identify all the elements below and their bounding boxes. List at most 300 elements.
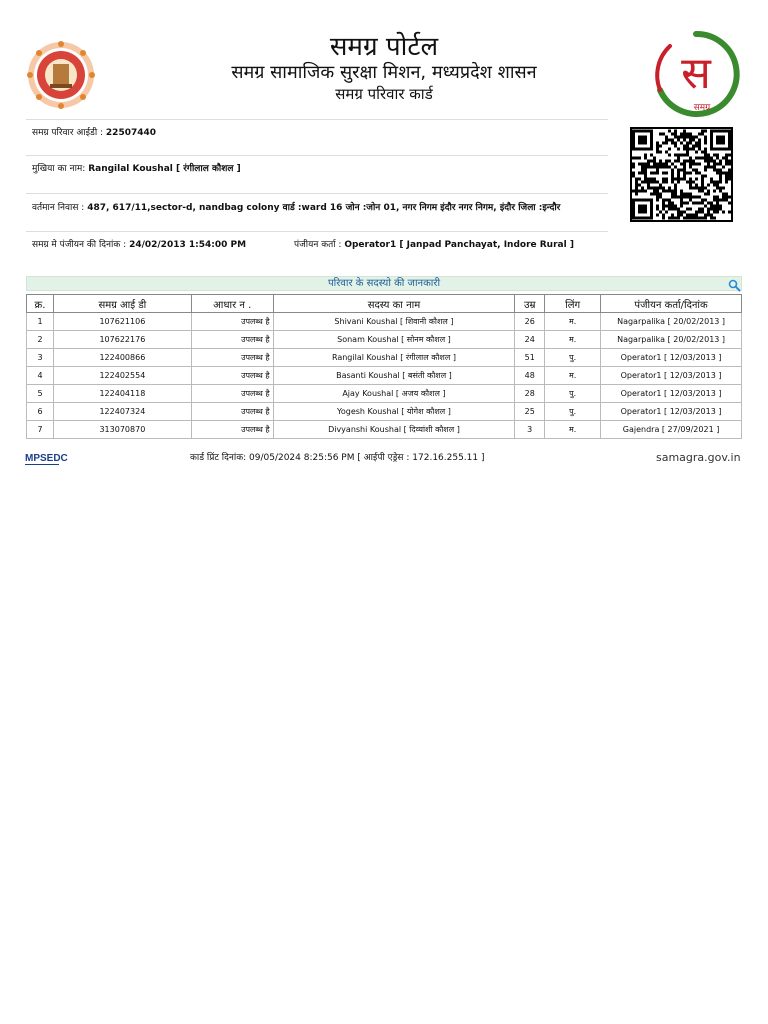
- qr-module: [683, 169, 686, 172]
- qr-module: [677, 211, 680, 214]
- qr-module: [662, 163, 665, 166]
- qr-module: [716, 169, 719, 172]
- qr-module: [686, 160, 689, 163]
- qr-module: [716, 208, 719, 211]
- qr-module: [692, 169, 695, 172]
- qr-module: [686, 208, 689, 211]
- qr-module: [686, 145, 689, 148]
- qr-module: [650, 181, 653, 184]
- aadhar-cell: उपलब्ध है: [191, 349, 273, 367]
- qr-module: [671, 190, 674, 193]
- qr-module: [719, 163, 722, 166]
- print-info: कार्ड प्रिंट दिनांक: 09/05/2024 8:25:56 PM [ आईपी एड्रेस : 172.16.255.11 ]: [190, 453, 485, 463]
- qr-module: [671, 163, 674, 166]
- qr-code: [630, 127, 733, 222]
- qr-module: [701, 208, 704, 211]
- serial-cell: 1: [27, 313, 54, 331]
- qr-module: [671, 214, 674, 217]
- site-link[interactable]: samagra.gov.in: [656, 451, 741, 464]
- qr-module: [665, 178, 668, 181]
- qr-module: [653, 163, 656, 166]
- qr-module: [665, 166, 668, 169]
- qr-module: [632, 163, 635, 166]
- qr-module: [671, 175, 674, 178]
- qr-module: [680, 169, 683, 172]
- qr-module: [698, 172, 701, 175]
- qr-module: [719, 169, 722, 172]
- qr-module: [695, 163, 698, 166]
- qr-module: [695, 202, 698, 205]
- qr-module: [671, 202, 674, 205]
- head-value: Rangilal Koushal [ रंगीलाल कौशल ]: [88, 164, 241, 174]
- qr-module: [704, 154, 707, 157]
- qr-module: [692, 217, 695, 220]
- qr-module: [644, 190, 647, 193]
- qr-module: [689, 163, 692, 166]
- age-cell: 25: [515, 403, 545, 421]
- samagra-id-cell: 313070870: [53, 421, 191, 439]
- qr-module: [722, 187, 725, 190]
- qr-module: [662, 178, 665, 181]
- search-icon[interactable]: [728, 277, 741, 290]
- divider: [26, 119, 608, 120]
- qr-module: [725, 181, 728, 184]
- qr-module: [671, 169, 674, 172]
- qr-module: [668, 154, 671, 157]
- svg-text:MPSEDC: MPSEDC: [25, 453, 68, 464]
- qr-module: [704, 136, 707, 139]
- mpsedc-logo: [25, 450, 68, 468]
- address-value: 487, 617/11,sector-d, nandbag colony वार्ड :ward 16 जोन :जोन 01, नगर निगम इंदौर नगर निगम, इंदौर जिला :इन्दौर: [87, 203, 561, 213]
- age-cell: 24: [515, 331, 545, 349]
- qr-module: [653, 181, 656, 184]
- qr-module: [671, 208, 674, 211]
- qr-module: [719, 187, 722, 190]
- qr-module: [653, 172, 656, 175]
- qr-module: [713, 169, 716, 172]
- qr-module: [644, 181, 647, 184]
- qr-module: [668, 166, 671, 169]
- qr-module: [722, 157, 725, 160]
- qr-module: [680, 133, 683, 136]
- qr-module: [656, 172, 659, 175]
- qr-module: [689, 148, 692, 151]
- divider: [26, 231, 608, 232]
- qr-module: [653, 178, 656, 181]
- qr-module: [674, 184, 677, 187]
- qr-module: [680, 163, 683, 166]
- qr-module: [692, 181, 695, 184]
- qr-module: [698, 187, 701, 190]
- qr-module: [680, 214, 683, 217]
- gender-cell: पु.: [545, 349, 601, 367]
- qr-module: [674, 178, 677, 181]
- qr-module: [659, 163, 662, 166]
- qr-module: [662, 217, 665, 220]
- qr-module: [638, 172, 641, 175]
- qr-module: [671, 142, 674, 145]
- qr-module: [686, 154, 689, 157]
- qr-module: [695, 151, 698, 154]
- qr-module: [677, 157, 680, 160]
- qr-module: [668, 205, 671, 208]
- qr-module: [671, 133, 674, 136]
- samagra-id-cell: 107622176: [53, 331, 191, 349]
- qr-module: [674, 133, 677, 136]
- qr-module: [701, 217, 704, 220]
- qr-module: [704, 199, 707, 202]
- samagra-id-cell: 107621106: [53, 313, 191, 331]
- age-cell: 3: [515, 421, 545, 439]
- qr-module: [719, 181, 722, 184]
- qr-module: [722, 166, 725, 169]
- qr-module: [695, 157, 698, 160]
- qr-module: [689, 178, 692, 181]
- qr-module: [707, 166, 710, 169]
- qr-module: [698, 133, 701, 136]
- qr-module: [665, 181, 668, 184]
- qr-module: [683, 178, 686, 181]
- col-serial: क्र.: [27, 295, 54, 313]
- qr-module: [707, 184, 710, 187]
- qr-module: [677, 154, 680, 157]
- registration-date-field: [32, 239, 246, 251]
- qr-module: [686, 202, 689, 205]
- qr-module: [641, 169, 644, 172]
- qr-module: [656, 208, 659, 211]
- qr-module: [635, 190, 638, 193]
- qr-module: [689, 181, 692, 184]
- qr-module: [656, 142, 659, 145]
- qr-module: [689, 157, 692, 160]
- qr-module: [698, 163, 701, 166]
- aadhar-cell: उपलब्ध है: [191, 313, 273, 331]
- qr-module: [725, 199, 728, 202]
- qr-module: [668, 139, 671, 142]
- samagra-id-cell: 122400866: [53, 349, 191, 367]
- qr-module: [707, 193, 710, 196]
- qr-module: [713, 181, 716, 184]
- table-row: [27, 385, 742, 403]
- qr-module: [680, 178, 683, 181]
- qr-module: [635, 157, 638, 160]
- svg-text:स: स: [681, 48, 711, 99]
- qr-module: [674, 187, 677, 190]
- qr-module: [725, 175, 728, 178]
- qr-module: [716, 172, 719, 175]
- qr-module: [683, 160, 686, 163]
- qr-module: [701, 151, 704, 154]
- gender-cell: म.: [545, 421, 601, 439]
- qr-module: [683, 202, 686, 205]
- qr-module: [686, 181, 689, 184]
- qr-module: [659, 187, 662, 190]
- qr-module: [698, 139, 701, 142]
- qr-module: [683, 139, 686, 142]
- col-aadhar: आधार न .: [191, 295, 273, 313]
- col-member-name: सदस्य का नाम: [273, 295, 515, 313]
- qr-module: [683, 145, 686, 148]
- qr-module: [695, 178, 698, 181]
- qr-module: [635, 187, 638, 190]
- registrar-value: Operator1 [ Janpad Panchayat, Indore Rural ]: [344, 240, 574, 250]
- qr-module: [641, 190, 644, 193]
- qr-module: [689, 166, 692, 169]
- qr-module: [635, 181, 638, 184]
- qr-module: [728, 169, 731, 172]
- qr-module: [698, 211, 701, 214]
- head-label: मुखिया का नाम:: [32, 164, 89, 174]
- qr-module: [644, 169, 647, 172]
- qr-module: [662, 205, 665, 208]
- serial-cell: 2: [27, 331, 54, 349]
- qr-module: [635, 184, 638, 187]
- qr-module: [725, 193, 728, 196]
- qr-module: [716, 181, 719, 184]
- registrar-date-cell: Operator1 [ 12/03/2013 ]: [601, 349, 742, 367]
- col-age: उम्र: [515, 295, 545, 313]
- qr-module: [683, 217, 686, 220]
- qr-module: [644, 163, 647, 166]
- qr-module: [665, 151, 668, 154]
- qr-module: [656, 166, 659, 169]
- qr-module: [692, 148, 695, 151]
- qr-module: [680, 136, 683, 139]
- qr-module: [662, 172, 665, 175]
- age-cell: 28: [515, 385, 545, 403]
- qr-module: [683, 154, 686, 157]
- qr-module: [653, 193, 656, 196]
- page-title: समग्र पोर्टल: [329, 32, 439, 62]
- address-label: वर्तमान निवास :: [32, 203, 88, 213]
- qr-module: [719, 172, 722, 175]
- qr-module: [725, 160, 728, 163]
- qr-module: [680, 202, 683, 205]
- qr-module: [722, 199, 725, 202]
- qr-module: [656, 205, 659, 208]
- qr-module: [677, 175, 680, 178]
- qr-module: [692, 136, 695, 139]
- qr-module: [716, 163, 719, 166]
- qr-module: [725, 178, 728, 181]
- qr-module: [641, 172, 644, 175]
- registration-date-label: समग्र मे पंजीयन की दिनांक :: [32, 240, 130, 250]
- qr-module: [704, 205, 707, 208]
- qr-module: [707, 208, 710, 211]
- qr-module: [674, 166, 677, 169]
- qr-module: [683, 136, 686, 139]
- qr-module: [641, 187, 644, 190]
- qr-module: [677, 196, 680, 199]
- aadhar-cell: उपलब्ध है: [191, 367, 273, 385]
- gender-cell: पु.: [545, 403, 601, 421]
- qr-module: [656, 148, 659, 151]
- qr-module: [689, 208, 692, 211]
- qr-module: [698, 196, 701, 199]
- qr-module: [683, 130, 686, 133]
- qr-module: [707, 214, 710, 217]
- qr-module: [704, 175, 707, 178]
- qr-module: [677, 214, 680, 217]
- qr-module: [689, 133, 692, 136]
- registrar-date-cell: Operator1 [ 12/03/2013 ]: [601, 367, 742, 385]
- qr-module: [635, 178, 638, 181]
- qr-module: [701, 130, 704, 133]
- svg-text:समग्र: समग्र: [693, 103, 711, 113]
- qr-module: [680, 211, 683, 214]
- qr-module: [659, 166, 662, 169]
- qr-module: [716, 187, 719, 190]
- qr-module: [728, 163, 731, 166]
- qr-module: [704, 166, 707, 169]
- qr-module: [707, 211, 710, 214]
- qr-module: [716, 199, 719, 202]
- qr-module: [710, 202, 713, 205]
- qr-module: [719, 175, 722, 178]
- family-id-field: [32, 127, 156, 139]
- qr-module: [656, 145, 659, 148]
- divider: [26, 193, 608, 194]
- serial-cell: 4: [27, 367, 54, 385]
- qr-module: [716, 184, 719, 187]
- qr-finder: [638, 136, 647, 145]
- qr-module: [719, 160, 722, 163]
- qr-module: [725, 196, 728, 199]
- qr-module: [656, 163, 659, 166]
- qr-module: [689, 187, 692, 190]
- qr-module: [662, 214, 665, 217]
- qr-module: [674, 208, 677, 211]
- qr-module: [647, 187, 650, 190]
- qr-module: [674, 193, 677, 196]
- qr-module: [665, 190, 668, 193]
- qr-module: [707, 157, 710, 160]
- qr-module: [674, 217, 677, 220]
- member-name-cell: Basanti Koushal [ बसंती कौशल ]: [273, 367, 515, 385]
- qr-module: [653, 190, 656, 193]
- qr-module: [647, 178, 650, 181]
- gender-cell: म.: [545, 313, 601, 331]
- qr-module: [647, 181, 650, 184]
- qr-module: [665, 142, 668, 145]
- table-row: [27, 331, 742, 349]
- qr-module: [698, 157, 701, 160]
- qr-module: [677, 172, 680, 175]
- qr-module: [659, 184, 662, 187]
- aadhar-cell: उपलब्ध है: [191, 403, 273, 421]
- qr-module: [722, 193, 725, 196]
- qr-module: [659, 211, 662, 214]
- qr-module: [662, 181, 665, 184]
- qr-module: [686, 214, 689, 217]
- qr-module: [710, 166, 713, 169]
- qr-module: [707, 190, 710, 193]
- qr-module: [671, 172, 674, 175]
- qr-module: [710, 208, 713, 211]
- qr-finder: [638, 205, 647, 214]
- gender-cell: म.: [545, 367, 601, 385]
- qr-module: [695, 214, 698, 217]
- qr-module: [680, 154, 683, 157]
- registrar-date-cell: Operator1 [ 12/03/2013 ]: [601, 385, 742, 403]
- qr-module: [713, 184, 716, 187]
- address-field: [32, 202, 560, 214]
- qr-module: [704, 214, 707, 217]
- qr-module: [674, 145, 677, 148]
- qr-module: [728, 202, 731, 205]
- qr-module: [710, 178, 713, 181]
- qr-module: [719, 199, 722, 202]
- qr-module: [716, 157, 719, 160]
- qr-module: [674, 196, 677, 199]
- gender-cell: म.: [545, 331, 601, 349]
- qr-module: [647, 163, 650, 166]
- qr-module: [653, 160, 656, 163]
- registrar-field: [294, 239, 574, 251]
- qr-module: [686, 217, 689, 220]
- qr-module: [704, 139, 707, 142]
- qr-module: [659, 196, 662, 199]
- qr-module: [716, 211, 719, 214]
- qr-module: [677, 136, 680, 139]
- table-row: [27, 349, 742, 367]
- qr-module: [638, 190, 641, 193]
- qr-module: [716, 154, 719, 157]
- qr-module: [632, 190, 635, 193]
- qr-module: [713, 199, 716, 202]
- registrar-date-cell: Operator1 [ 12/03/2013 ]: [601, 403, 742, 421]
- qr-module: [668, 160, 671, 163]
- qr-module: [695, 136, 698, 139]
- qr-module: [644, 172, 647, 175]
- qr-module: [644, 166, 647, 169]
- qr-module: [668, 208, 671, 211]
- qr-module: [659, 160, 662, 163]
- table-row: [27, 421, 742, 439]
- qr-module: [680, 193, 683, 196]
- qr-module: [665, 205, 668, 208]
- qr-module: [701, 190, 704, 193]
- qr-module: [659, 151, 662, 154]
- qr-module: [650, 154, 653, 157]
- qr-module: [680, 205, 683, 208]
- qr-module: [653, 157, 656, 160]
- qr-module: [704, 169, 707, 172]
- qr-module: [665, 199, 668, 202]
- qr-module: [662, 190, 665, 193]
- qr-module: [677, 217, 680, 220]
- qr-module: [713, 163, 716, 166]
- qr-module: [713, 166, 716, 169]
- qr-module: [698, 145, 701, 148]
- qr-module: [662, 166, 665, 169]
- qr-module: [644, 157, 647, 160]
- qr-module: [701, 175, 704, 178]
- table-row: [27, 403, 742, 421]
- qr-module: [698, 217, 701, 220]
- samagra-id-cell: 122407324: [53, 403, 191, 421]
- qr-module: [683, 133, 686, 136]
- qr-module: [689, 214, 692, 217]
- qr-module: [665, 172, 668, 175]
- qr-module: [695, 196, 698, 199]
- qr-module: [638, 178, 641, 181]
- qr-module: [698, 202, 701, 205]
- qr-module: [713, 154, 716, 157]
- qr-module: [728, 172, 731, 175]
- col-registrar-date: पंजीयन कर्ता/दिनांक: [601, 295, 742, 313]
- qr-module: [692, 145, 695, 148]
